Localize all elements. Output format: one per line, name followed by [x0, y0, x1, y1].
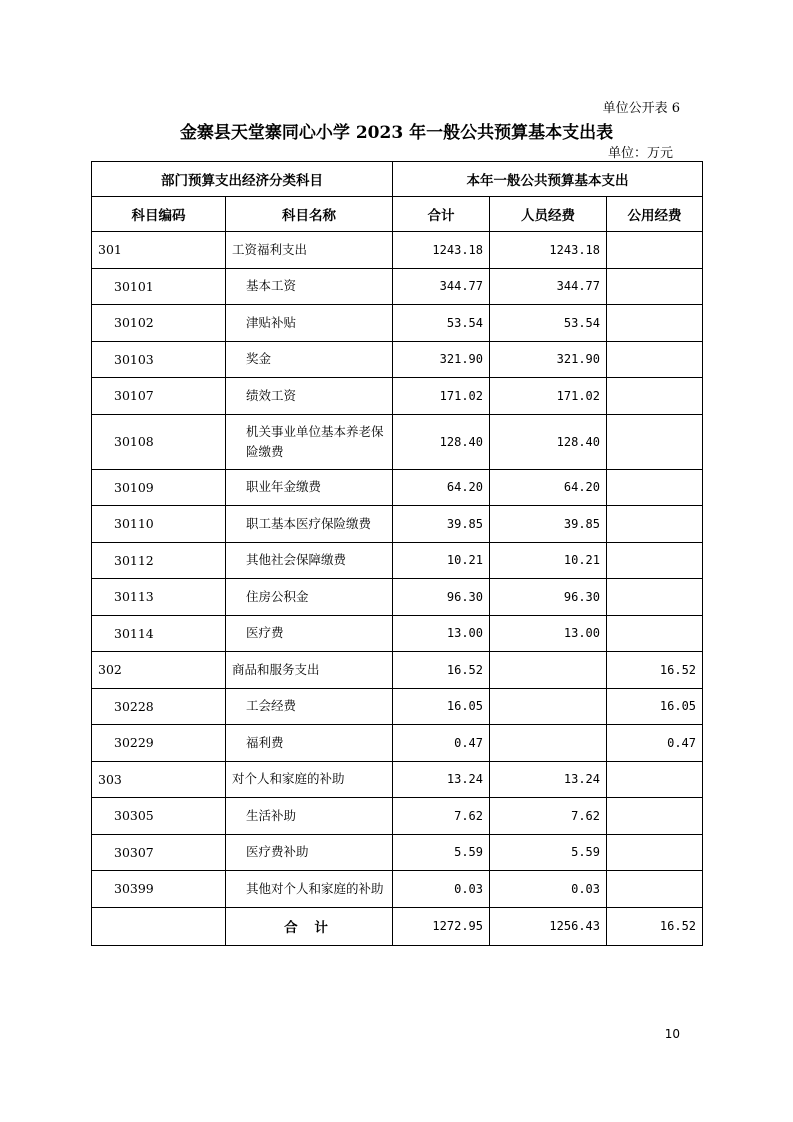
row-total: 64.20 — [393, 469, 490, 506]
row-name: 职工基本医疗保险缴费 — [226, 506, 393, 543]
row-public — [607, 232, 703, 269]
row-code: 30108 — [92, 414, 226, 469]
row-name: 基本工资 — [226, 268, 393, 305]
row-total: 13.24 — [393, 761, 490, 798]
row-public: 0.47 — [607, 725, 703, 762]
table-row — [92, 341, 703, 378]
table-row — [92, 834, 703, 871]
row-public — [607, 761, 703, 798]
row-code: 30305 — [92, 798, 226, 835]
row-name: 生活补助 — [226, 798, 393, 835]
page-number: 10 — [664, 1027, 680, 1041]
row-name: 商品和服务支出 — [226, 652, 393, 689]
row-personnel: 13.24 — [490, 761, 607, 798]
row-personnel: 96.30 — [490, 579, 607, 616]
row-public: 16.05 — [607, 688, 703, 725]
row-public: 16.52 — [607, 652, 703, 689]
row-public — [607, 305, 703, 342]
row-code: 30399 — [92, 871, 226, 908]
row-public — [607, 871, 703, 908]
row-name: 福利费 — [226, 725, 393, 762]
table-row — [92, 652, 703, 689]
row-name: 奖金 — [226, 341, 393, 378]
row-public — [607, 615, 703, 652]
row-total: 39.85 — [393, 506, 490, 543]
table-row — [92, 542, 703, 579]
header-subject-name: 科目名称 — [226, 197, 393, 232]
row-personnel: 321.90 — [490, 341, 607, 378]
row-name: 对个人和家庭的补助 — [226, 761, 393, 798]
row-public — [607, 341, 703, 378]
row-name: 医疗费 — [226, 615, 393, 652]
row-public — [607, 834, 703, 871]
table-body — [92, 232, 703, 908]
table-row — [92, 305, 703, 342]
row-code: 301 — [92, 232, 226, 269]
table-row — [92, 268, 703, 305]
total-row-total: 1272.95 — [393, 907, 490, 945]
row-personnel: 64.20 — [490, 469, 607, 506]
row-name: 工会经费 — [226, 688, 393, 725]
row-total: 53.54 — [393, 305, 490, 342]
row-personnel: 171.02 — [490, 378, 607, 415]
row-total: 7.62 — [393, 798, 490, 835]
row-code: 303 — [92, 761, 226, 798]
total-row-code — [92, 907, 226, 945]
table-row — [92, 232, 703, 269]
header-basic-expenditure: 本年一般公共预算基本支出 — [393, 162, 703, 197]
row-code: 30109 — [92, 469, 226, 506]
row-code: 30112 — [92, 542, 226, 579]
total-row-public: 16.52 — [607, 907, 703, 945]
row-code: 30114 — [92, 615, 226, 652]
row-code: 30102 — [92, 305, 226, 342]
row-personnel: 344.77 — [490, 268, 607, 305]
total-row-personnel: 1256.43 — [490, 907, 607, 945]
row-name: 津贴补贴 — [226, 305, 393, 342]
row-personnel: 128.40 — [490, 414, 607, 469]
row-personnel: 53.54 — [490, 305, 607, 342]
row-code: 30107 — [92, 378, 226, 415]
unit-label: 单位：万元 — [607, 146, 673, 161]
row-personnel: 7.62 — [490, 798, 607, 835]
row-public — [607, 469, 703, 506]
row-public — [607, 542, 703, 579]
table-row — [92, 378, 703, 415]
header-public-cost: 公用经费 — [607, 197, 703, 232]
row-name: 医疗费补助 — [226, 834, 393, 871]
row-name: 绩效工资 — [226, 378, 393, 415]
table-row — [92, 761, 703, 798]
table-row — [92, 579, 703, 616]
row-public — [607, 378, 703, 415]
row-personnel — [490, 688, 607, 725]
row-name: 其他对个人和家庭的补助 — [226, 871, 393, 908]
budget-table — [91, 161, 703, 946]
row-total: 171.02 — [393, 378, 490, 415]
row-personnel — [490, 725, 607, 762]
row-name: 其他社会保障缴费 — [226, 542, 393, 579]
row-total: 16.05 — [393, 688, 490, 725]
row-code: 302 — [92, 652, 226, 689]
row-total: 10.21 — [393, 542, 490, 579]
row-personnel: 39.85 — [490, 506, 607, 543]
row-code: 30229 — [92, 725, 226, 762]
row-code: 30307 — [92, 834, 226, 871]
row-total: 0.47 — [393, 725, 490, 762]
table-row — [92, 798, 703, 835]
row-public — [607, 268, 703, 305]
row-name: 住房公积金 — [226, 579, 393, 616]
row-total: 321.90 — [393, 341, 490, 378]
table-row — [92, 414, 703, 469]
row-total: 128.40 — [393, 414, 490, 469]
row-personnel: 0.03 — [490, 871, 607, 908]
row-public — [607, 506, 703, 543]
row-total: 13.00 — [393, 615, 490, 652]
row-code: 30101 — [92, 268, 226, 305]
table-row — [92, 688, 703, 725]
total-row-label: 合 计 — [226, 907, 393, 945]
row-total: 16.52 — [393, 652, 490, 689]
row-total: 5.59 — [393, 834, 490, 871]
row-code: 30113 — [92, 579, 226, 616]
row-public — [607, 414, 703, 469]
row-name: 工资福利支出 — [226, 232, 393, 269]
page-title: 金寨县天堂寨同心小学 2023 年一般公共预算基本支出表 — [179, 123, 614, 143]
row-code: 30228 — [92, 688, 226, 725]
row-name: 职业年金缴费 — [226, 469, 393, 506]
row-public — [607, 579, 703, 616]
row-total: 1243.18 — [393, 232, 490, 269]
header-total: 合计 — [393, 197, 490, 232]
row-code: 30110 — [92, 506, 226, 543]
header-subject-code: 科目编码 — [92, 197, 226, 232]
row-total: 96.30 — [393, 579, 490, 616]
row-personnel — [490, 652, 607, 689]
table-row — [92, 871, 703, 908]
header-economic-classification: 部门预算支出经济分类科目 — [92, 162, 393, 197]
row-code: 30103 — [92, 341, 226, 378]
row-total: 0.03 — [393, 871, 490, 908]
table-row — [92, 725, 703, 762]
row-total: 344.77 — [393, 268, 490, 305]
row-name: 机关事业单位基本养老保险缴费 — [226, 414, 393, 469]
row-personnel: 5.59 — [490, 834, 607, 871]
row-personnel: 13.00 — [490, 615, 607, 652]
table-row — [92, 469, 703, 506]
header-personnel-cost: 人员经费 — [490, 197, 607, 232]
document-code: 单位公开表 6 — [602, 101, 680, 116]
row-public — [607, 798, 703, 835]
row-personnel: 1243.18 — [490, 232, 607, 269]
row-personnel: 10.21 — [490, 542, 607, 579]
table-row — [92, 615, 703, 652]
table-row — [92, 506, 703, 543]
